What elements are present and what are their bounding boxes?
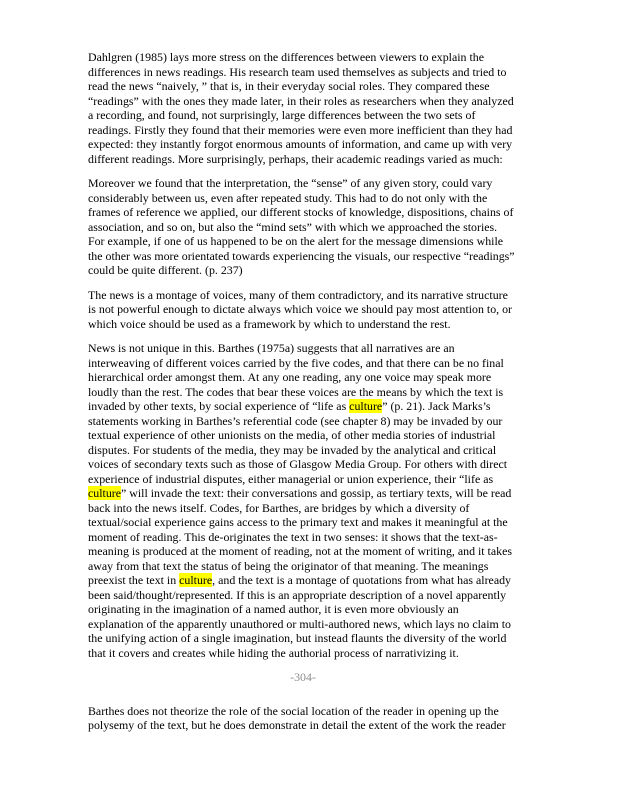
text-segment: readings. Firstly they found that their memories were even more inefficient than they had (88, 122, 513, 137)
text-segment: interweaving of different voices carried by the five codes, and that there can be no final (88, 355, 504, 370)
text-segment: away from that text the status of being the originator of that meaning. The meanings (88, 558, 489, 573)
text-segment: considerably between us, even after repeated study. This had to do not only with the (88, 190, 488, 205)
text-segment: voices of secondary texts such as those of Glasgow Media Group. For others with direct (88, 457, 508, 471)
text-segment: the other was more orientated towards experiencing the visuals, our respective “readings” (88, 248, 515, 263)
text-segment: the unifying action of a single imagination, but instead flaunts the diversity of the world (88, 631, 507, 645)
highlighted-term: culture (88, 486, 122, 500)
text-segment: a recording, and found, not surprisingly, large differences between the two sets of (88, 108, 476, 122)
text-segment: , and the text is a montage of quotations from what has already (212, 573, 511, 587)
text-segment: different readings. More surprisingly, perhaps, their academic readings varied as much: (88, 151, 503, 166)
text-segment: been said/thought/represented. If this is an appropriate description of a novel apparently (88, 587, 507, 602)
text-segment: meaning is produced at the moment of reading, not at the moment of writing, and it takes (88, 544, 512, 558)
text-segment: The news is a montage of voices, many of them contradictory, and its narrative structure (88, 287, 508, 302)
text-segment: hierarchical order amongst them. At any one reading, any one voice may speak more (88, 370, 492, 384)
text-segment: Moreover we found that the interpretation, the “sense” of any given story, could vary (88, 176, 493, 190)
paragraph (88, 341, 540, 660)
text-segment: ” will invade the text: their conversations and gossip, as tertiary texts, will be read (121, 486, 512, 500)
text-segment: disputes. For students of the media, they may be invaded by the analytical and critical (88, 442, 497, 457)
text-segment: Dahlgren (1985) lays more stress on the differences between viewers to explain the (88, 50, 485, 64)
highlighted-term: culture (349, 399, 383, 413)
text-segment: polysemy of the text, but he does demonstrate in detail the extent of the work the reader (88, 718, 506, 732)
text-segment: textual experience of other unionists on the media, of other media stories of industrial (88, 428, 496, 442)
paragraph (88, 50, 540, 166)
paragraph (88, 704, 540, 733)
text-segment: experience of industrial disputes, either managerial or union experience, their “life as (88, 471, 494, 486)
text-segment: expected: they instantly forgot enormous amounts of information, and came up with very (88, 137, 513, 151)
paragraph (88, 288, 540, 332)
text-segment: originating in the imagination of a named author, it is even more obviously an (88, 602, 459, 616)
text-segment: back into the news itself. Codes, for Barthes, are bridges by which a diversity of (88, 500, 470, 515)
text-segment: Barthes does not theorize the role of the social location of the reader in opening up the (88, 703, 499, 718)
text-segment: “readings” with the ones they made later, in their roles as researchers when they analyzed (88, 93, 514, 108)
text-segment: which voice should be used as a framework by which to understand the rest. (88, 316, 451, 331)
text-segment: preexist the text in (88, 573, 180, 587)
text-segment: moment of reading. This de-originates the text in two senses: it shows that the text-as- (88, 529, 498, 544)
page-number: -304- (290, 670, 316, 684)
text-segment: frames of reference we applied, our different stocks of knowledge, dispositions, chains of (88, 205, 514, 219)
page-body-text (88, 50, 540, 743)
text-segment: loudly than the rest. The codes that bear these voices are the means by which the text is (88, 384, 504, 399)
text-segment: explanation of the apparently unauthored or multi-authored news, which lays no claim to (88, 616, 511, 631)
text-segment: association, and so on, but also the “mind sets” with which we approached the stories. (88, 219, 498, 234)
text-segment: For example, if one of us happened to be on the alert for the message dimensions while (88, 234, 504, 248)
text-segment: News is not unique in this. Barthes (1975a) suggests that all narratives are an (88, 341, 455, 355)
paragraph (88, 176, 540, 278)
text-segment: that it covers and creates while hiding the authorial process of narrativizing it. (88, 645, 459, 660)
text-segment: read the news “naively, ” that is, in their everyday social roles. They compared these (88, 79, 490, 93)
text-segment: textual/social experience gains access to the primary text and makes it meaningful at the (88, 515, 508, 529)
text-segment: statements working in Barthes’s referential code (see chapter 8) may be invaded by our (88, 413, 503, 428)
highlighted-term: culture (179, 573, 213, 587)
text-segment: invaded by other texts, by social experience of “life as (88, 399, 350, 413)
text-segment: could be quite different. (p. 237) (88, 263, 243, 277)
text-segment: is not powerful enough to dictate always which voice we should pay most attention to, or (88, 302, 513, 316)
text-segment: ” (p. 21). Jack Marks’s (382, 399, 491, 413)
text-segment: differences in news readings. His research team used themselves as subjects and tried to (88, 64, 507, 79)
